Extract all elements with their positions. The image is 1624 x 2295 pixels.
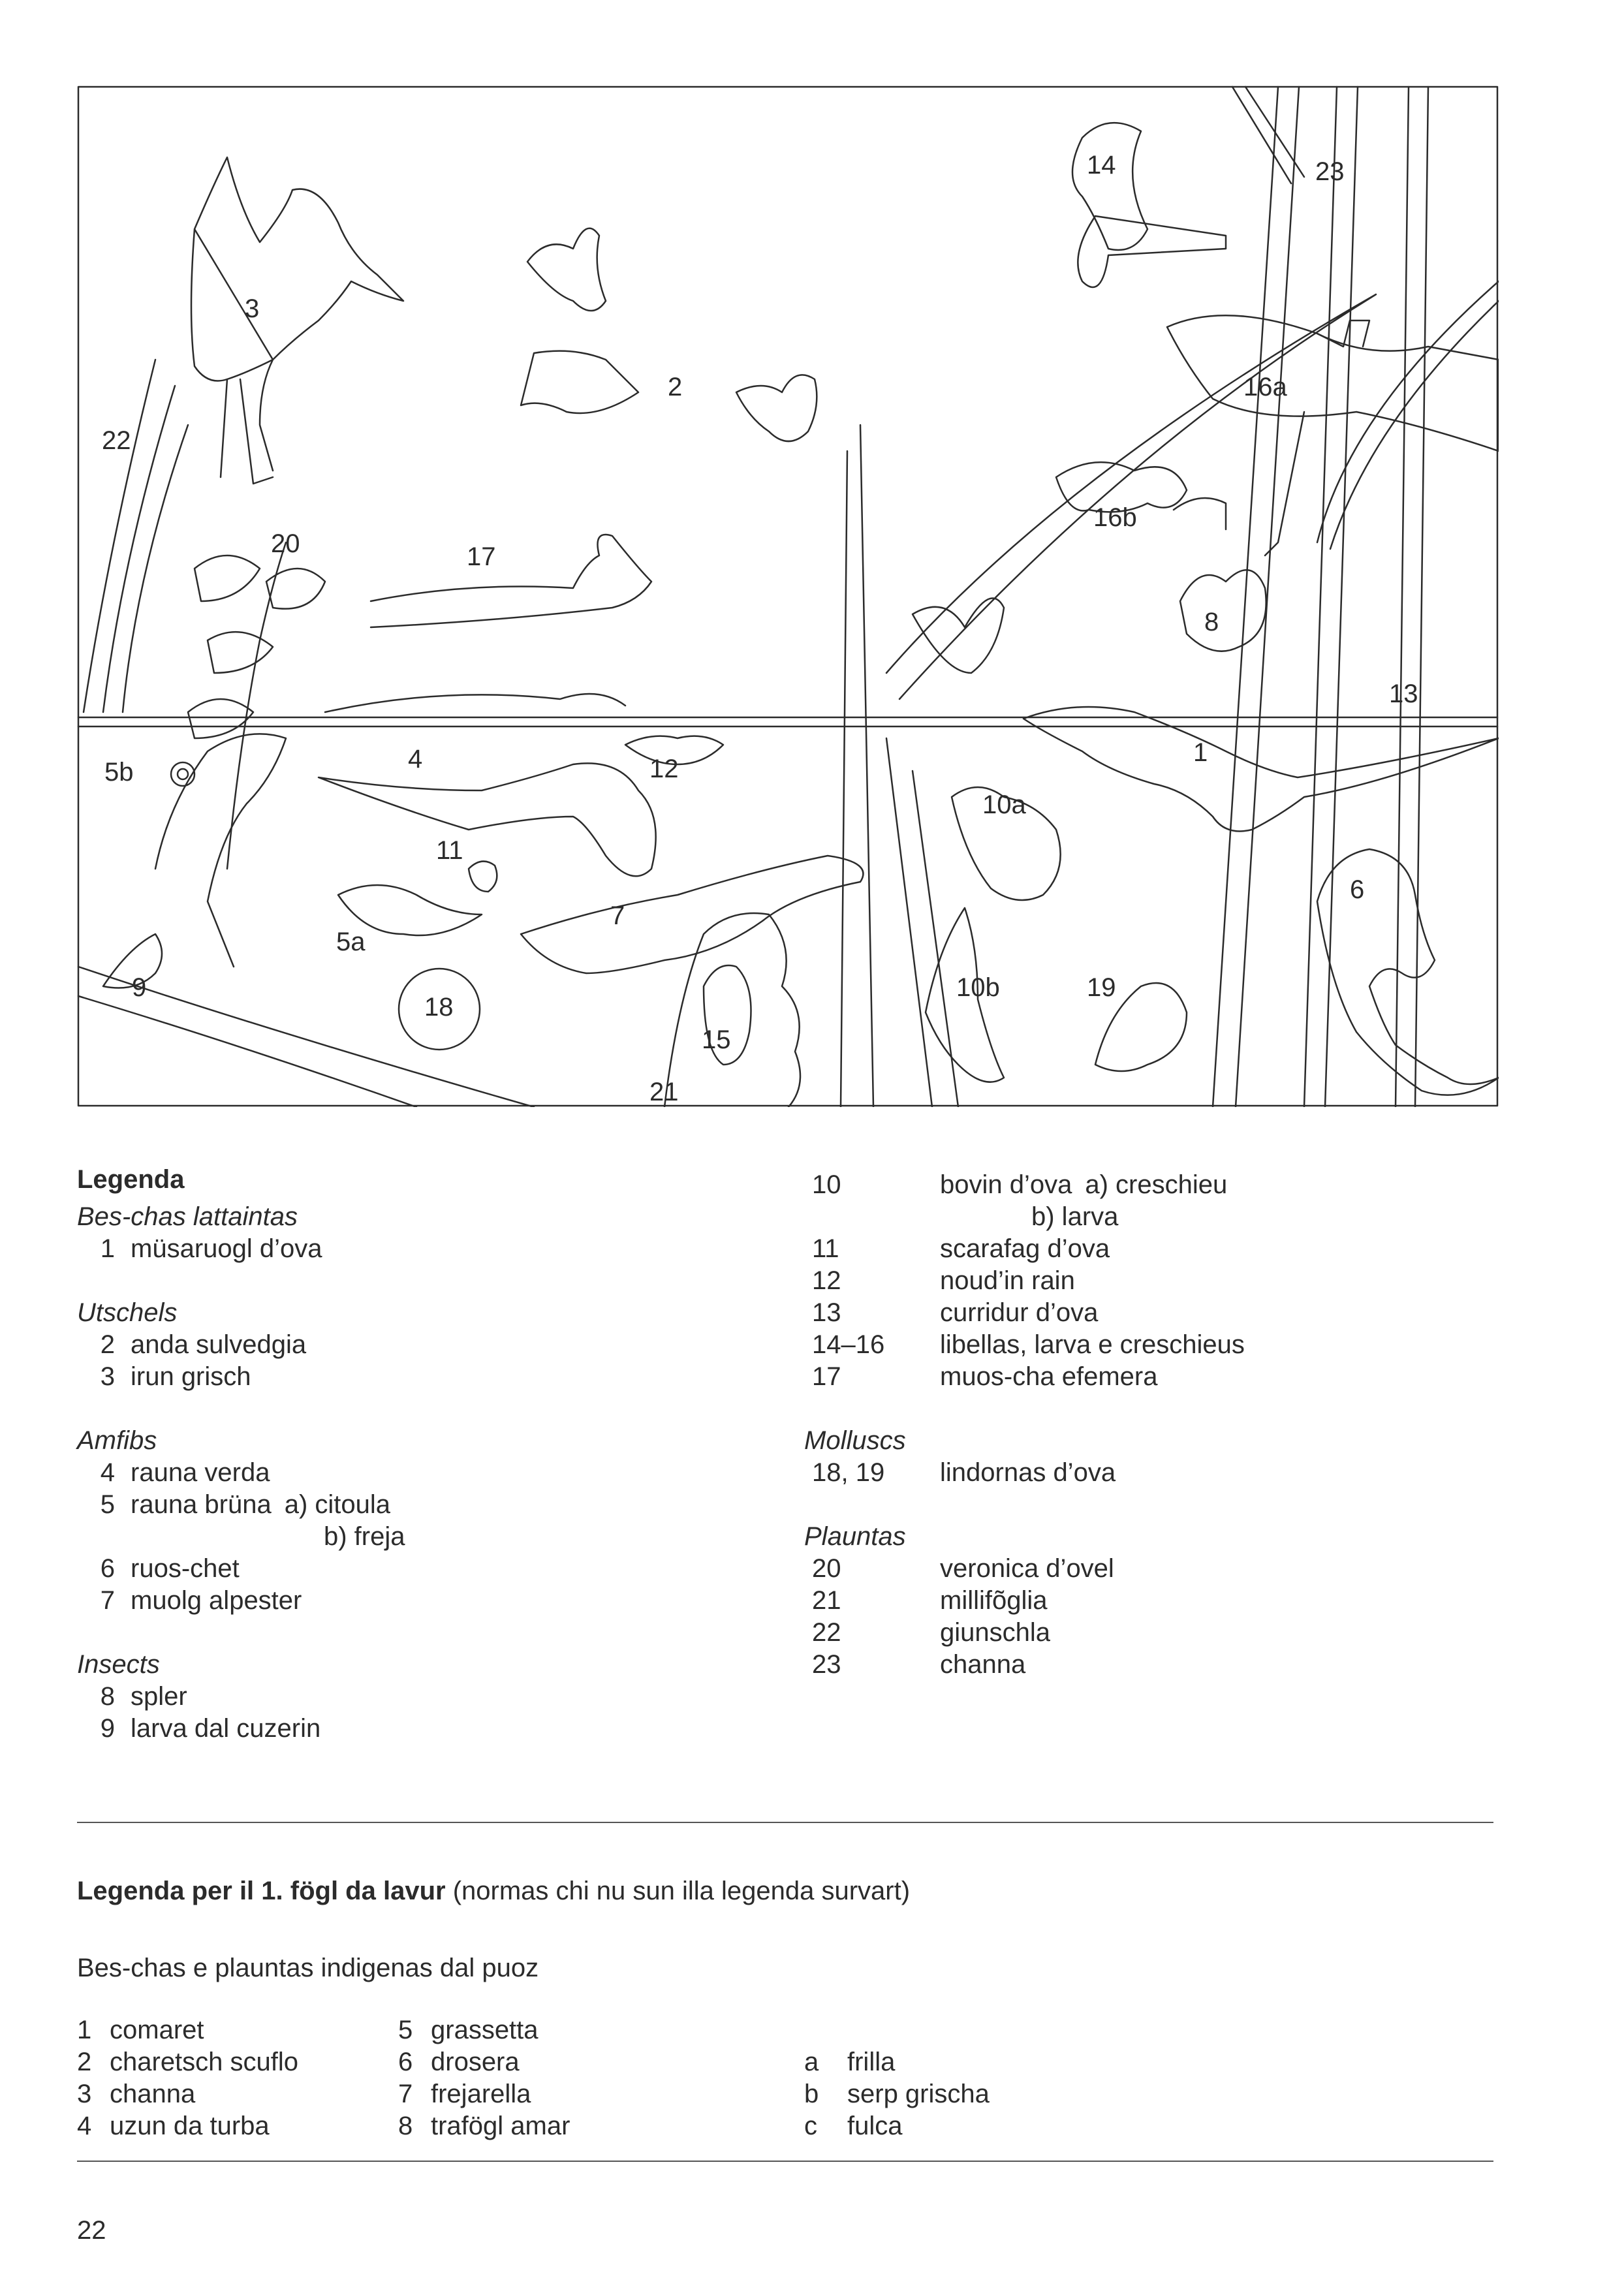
worksheet-col-1 [77, 2014, 298, 2142]
figure-label: 21 [649, 1078, 679, 1106]
legend-item: 22 giunschla [812, 1618, 1051, 1647]
illustration-frame [78, 87, 1497, 1106]
frog-4 [319, 763, 656, 876]
worksheet-item: b serp grischa [804, 2080, 990, 2108]
worksheet-item: 1 comaret [77, 2016, 204, 2044]
figure-label: 4 [408, 745, 423, 773]
figure-label: 7 [610, 901, 625, 930]
worksheet-item: a frilla [804, 2048, 896, 2076]
figure-label: 23 [1315, 157, 1345, 186]
figure-label: 11 [436, 836, 463, 865]
pond-illustration [77, 86, 1499, 1107]
worksheet-item: 6 drosera [398, 2048, 520, 2076]
figure-label: 10b [956, 973, 1000, 1002]
figure-label: 16b [1093, 503, 1137, 532]
group-title: Bes-chas lattaintas [77, 1202, 298, 1231]
group-title: Molluscs [804, 1426, 906, 1455]
legend-left-column [77, 1201, 405, 1745]
newt-7 [521, 856, 863, 973]
dragonfly-16a [1167, 315, 1499, 451]
figure-label: 1 [1193, 738, 1208, 767]
worksheet-item: 3 channa [77, 2080, 196, 2108]
legend-item-sub: b) freja [324, 1522, 405, 1551]
legend-item: 8 spler [100, 1682, 187, 1711]
figure-label: 22 [102, 426, 131, 455]
worksheet-legend-title [77, 1877, 910, 1906]
figure-label: 8 [1204, 608, 1219, 636]
group-title: Plauntas [804, 1522, 906, 1551]
beetle-8 [1180, 570, 1266, 651]
worksheet-legend-title-bold: Legenda per il 1. fögl da lavur [77, 1877, 446, 1905]
group-title: Amfibs [77, 1426, 157, 1455]
duck-2a [527, 228, 606, 311]
legend-item: 20 veronica d’ovel [812, 1554, 1114, 1583]
divider-bottom [77, 2161, 1493, 2162]
dragonfly-14 [1072, 123, 1148, 250]
worksheet-col-3 [804, 2046, 990, 2142]
figure-label: 18 [424, 993, 454, 1022]
legend-right-column [804, 1169, 1245, 1681]
eggs-5b [171, 762, 195, 786]
figure-label: 9 [132, 973, 147, 1002]
legend-item: 5 rauna brüna a) citoula [100, 1490, 391, 1519]
worksheet-legend-title-note: (normas chi nu sun illa legenda survart) [445, 1877, 911, 1905]
legend-item: 11 scarafag d’ova [812, 1234, 1110, 1263]
figure-label: 16a [1243, 373, 1287, 401]
worksheet-item: 7 frejarella [398, 2080, 531, 2108]
legend-item: 1 müsaruogl d’ova [100, 1234, 322, 1263]
legend-item: 4 rauna verda [100, 1458, 270, 1487]
worksheet-item: 2 charetsch scuflo [77, 2048, 299, 2076]
legend-item: 2 anda sulvedgia [100, 1330, 307, 1359]
heron-3 [191, 157, 403, 471]
page-number: 22 [77, 2216, 106, 2245]
legend-item: 7 muolg alpester [100, 1586, 302, 1615]
worksheet-item: 8 trafögl amar [398, 2112, 570, 2140]
figure-label: 6 [1350, 875, 1365, 904]
figure-label: 3 [245, 294, 260, 323]
figure-label: 15 [702, 1025, 731, 1054]
legend-item: 10 bovin d’ova a) creschieu [812, 1170, 1228, 1199]
newt-6 [1317, 849, 1499, 1095]
worksheet-item: 5 grassetta [398, 2016, 539, 2044]
worksheet-item: c fulca [804, 2112, 903, 2140]
figure-label: 19 [1087, 973, 1116, 1002]
legend-item: 14–16 libellas, larva e creschieus [812, 1330, 1245, 1359]
worksheet-subtitle: Bes-chas e plauntas indigenas dal puoz [77, 1954, 539, 1982]
divider-top [77, 1822, 1493, 1823]
figure-label: 13 [1389, 679, 1418, 708]
figure-label: 12 [649, 755, 679, 783]
legend-item-sub: b) larva [1031, 1202, 1119, 1231]
reed-leaf [886, 294, 1376, 699]
legend-item: 13 curridur d’ova [812, 1298, 1099, 1327]
legend-item: 9 larva dal cuzerin [100, 1714, 321, 1743]
legend-item: 21 millifõglia [812, 1586, 1048, 1615]
group-title: Insects [77, 1650, 160, 1679]
duck-2c [736, 375, 817, 441]
rush-22 [84, 360, 188, 712]
legend-title: Legenda [77, 1165, 185, 1194]
duck-2b [521, 351, 638, 413]
figure-label: 14 [1087, 151, 1116, 180]
milfoil-21 [664, 913, 800, 1107]
legend-item: 6 ruos-chet [100, 1554, 240, 1583]
figure-label: 10a [982, 790, 1026, 819]
legend-item: 23 channa [812, 1650, 1026, 1679]
figure-label: 2 [668, 373, 683, 401]
water-shrew-1 [1023, 707, 1499, 832]
legend-item: 12 noud’in rain [812, 1266, 1075, 1295]
legend-item: 3 irun grisch [100, 1362, 251, 1391]
legend-item: 17 muos-cha efemera [812, 1362, 1158, 1391]
figure-label: 17 [467, 542, 496, 571]
beetle-11 [469, 862, 497, 892]
group-title: Utschels [77, 1298, 178, 1327]
worksheet-item: 4 uzun da turba [77, 2112, 270, 2140]
pond-bottom [78, 967, 534, 1107]
figure-label: 5b [104, 758, 134, 787]
legend-item: 18, 19 lindornas d’ova [812, 1458, 1116, 1487]
worksheet-col-2 [398, 2014, 570, 2142]
figure-label: 5a [336, 928, 366, 956]
figure-label: 20 [271, 529, 300, 558]
mayfly-17 [371, 535, 651, 627]
